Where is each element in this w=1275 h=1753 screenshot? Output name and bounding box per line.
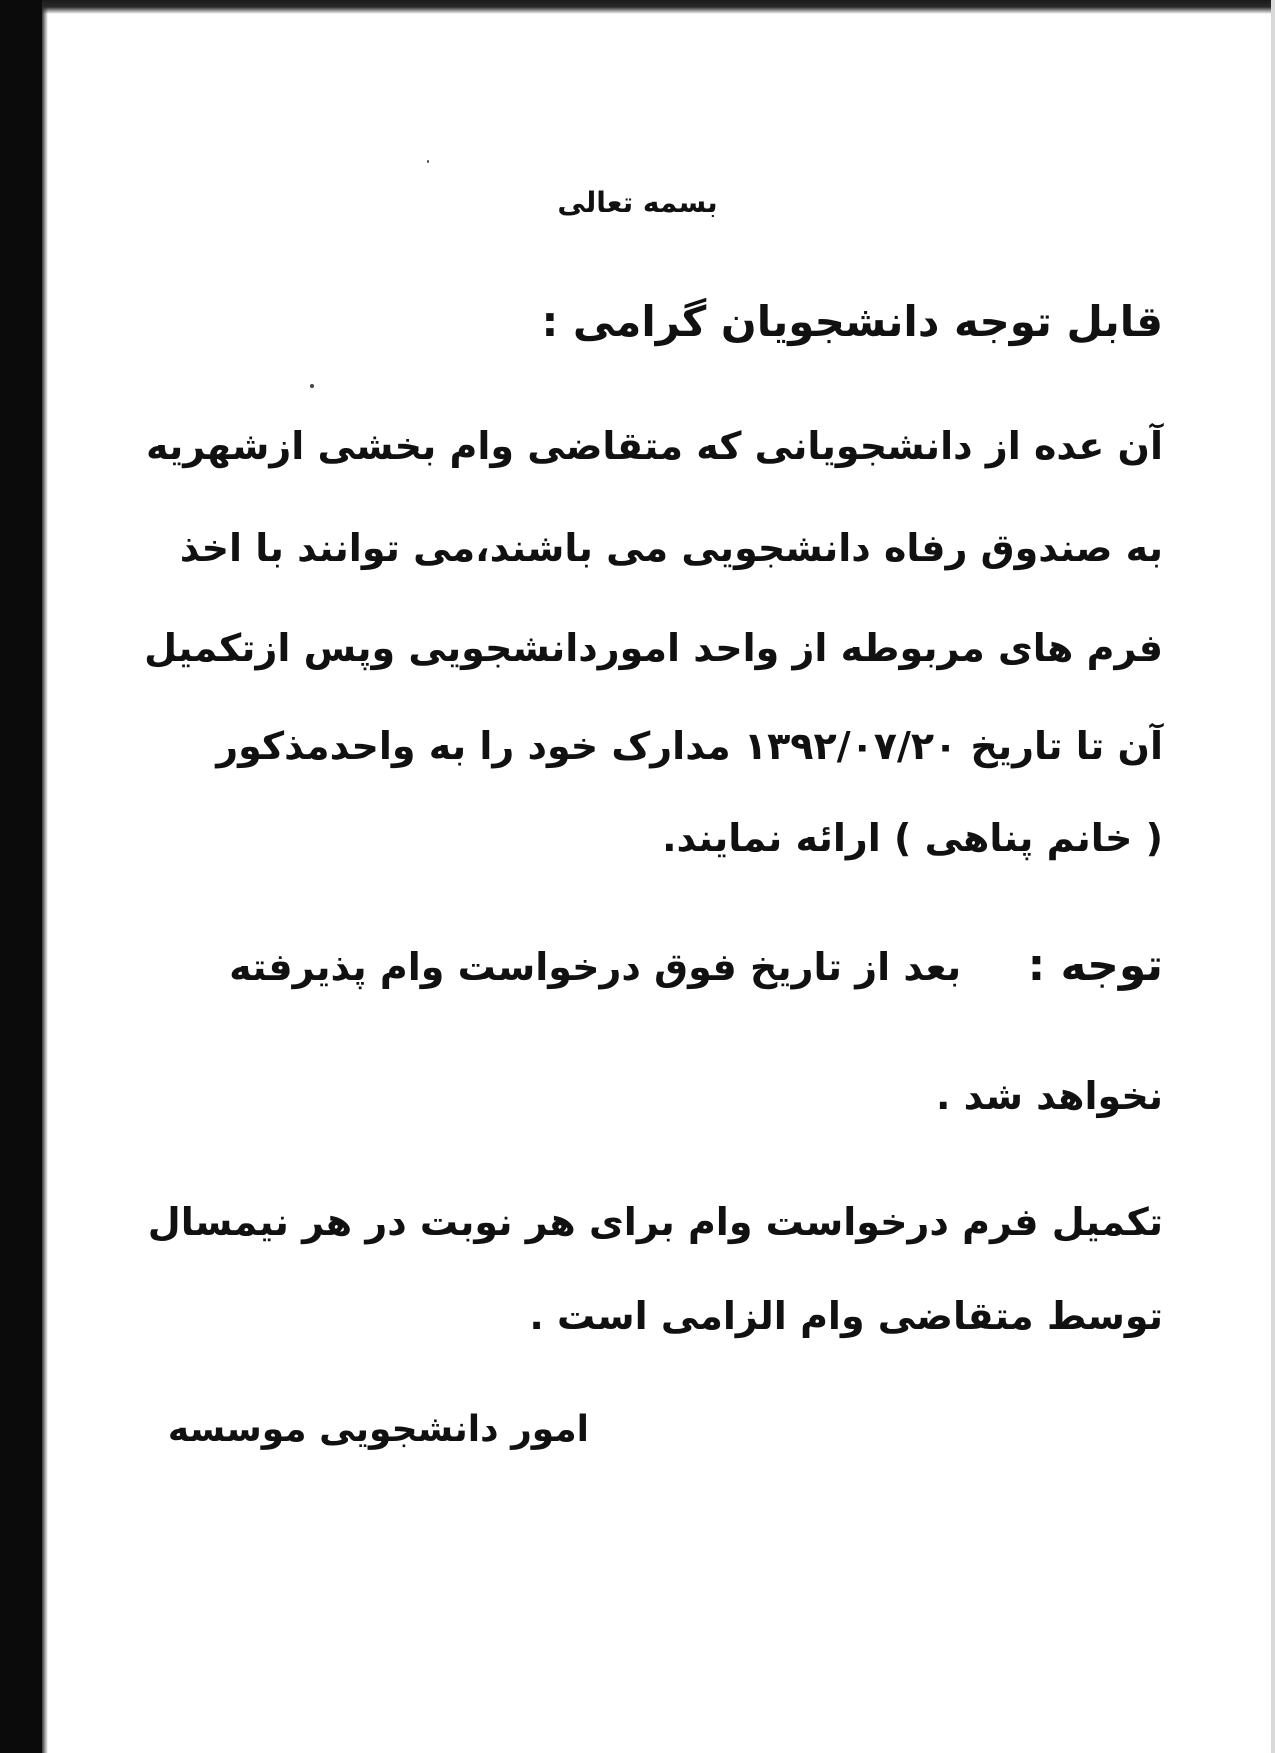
requirement-line-2: توسط متقاضی وام الزامی است . xyxy=(529,1294,1163,1338)
note-line xyxy=(229,940,1163,993)
note-label: توجه : xyxy=(1027,940,1163,991)
note-continuation: نخواهد شد . xyxy=(935,1074,1163,1118)
body-line-3: فرم های مربوطه از واحد اموردانشجویی وپس ازتکمیل xyxy=(144,626,1163,670)
scan-border-left xyxy=(0,0,42,1753)
notice-title: قابل توجه دانشجویان گرامی : xyxy=(541,297,1163,346)
body-line-1: آن عده از دانشجویانی که متقاضی وام بخشی ازشهریه xyxy=(145,424,1163,468)
invocation-heading: بسمه تعالی xyxy=(557,186,718,219)
body-line-2: به صندوق رفاه دانشجویی می باشند،می توانند با اخذ xyxy=(179,526,1163,570)
signature: امور دانشجویی موسسه xyxy=(167,1409,589,1450)
requirement-line-1: تکمیل فرم درخواست وام برای هر نوبت در هر نیمسال xyxy=(147,1200,1163,1244)
scan-border-top xyxy=(42,0,1275,14)
scan-speck xyxy=(427,160,429,163)
note-text: بعد از تاریخ فوق درخواست وام پذیرفته xyxy=(229,945,962,989)
body-line-4: آن تا تاریخ ۱۳۹۲/۰۷/۲۰ مدارک خود را به واحدمذکور xyxy=(216,724,1163,768)
scan-border-right xyxy=(1271,0,1275,1753)
scan-speck xyxy=(310,384,314,388)
body-line-5: ( خانم پناهی ) ارائه نمایند. xyxy=(662,816,1163,860)
